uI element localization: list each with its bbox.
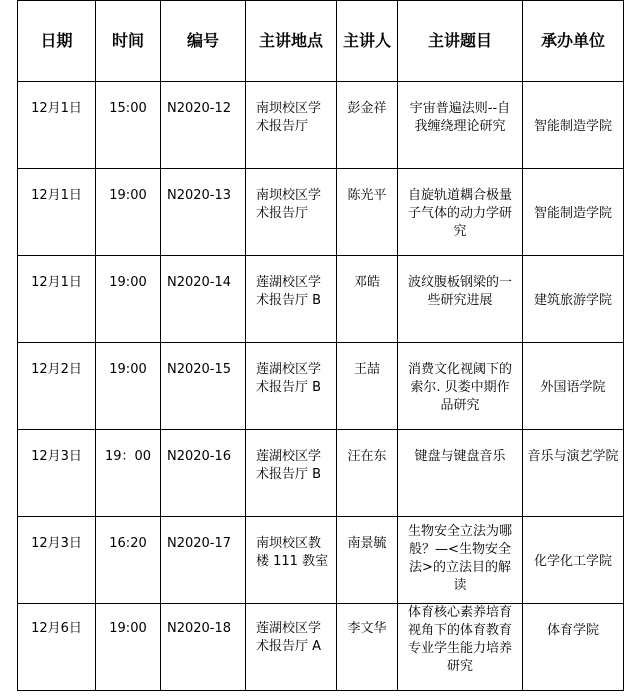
table-row <box>18 430 624 517</box>
time-cell: 19：00 <box>104 449 152 464</box>
speaker-cell: 南景毓 <box>347 536 387 551</box>
date-cell: 12月3日 <box>31 536 82 551</box>
venue-cell: 南坝校区学术报告厅 <box>256 101 322 134</box>
unit-cell: 音乐与演艺学院 <box>527 449 619 464</box>
code-cell: N2020-15 <box>167 362 232 377</box>
topic-cell: 键盘与键盘音乐 <box>414 449 506 464</box>
date-cell: 12月6日 <box>31 621 82 636</box>
header-date: 日期 <box>18 1 96 82</box>
topic-cell: 体育核心素养培育视角下的体育教育专业学生能力培养研究 <box>407 605 512 674</box>
speaker-cell: 王喆 <box>353 362 380 377</box>
code-cell: N2020-14 <box>167 275 232 290</box>
unit-cell: 体育学院 <box>546 623 599 638</box>
time-cell: 16:20 <box>109 536 147 551</box>
table-row <box>18 517 624 604</box>
speaker-cell: 彭金祥 <box>347 101 387 116</box>
table-row <box>18 169 624 256</box>
speaker-cell: 李文华 <box>347 621 387 636</box>
time-cell: 19:00 <box>109 188 147 203</box>
table-row <box>18 256 624 343</box>
time-cell: 19:00 <box>109 362 147 377</box>
unit-cell: 化学化工学院 <box>533 554 612 569</box>
date-cell: 12月3日 <box>31 449 82 464</box>
unit-cell: 智能制造学院 <box>533 119 612 134</box>
venue-cell: 莲湖校区学术报告厅 B <box>256 362 322 395</box>
header-topic: 主讲题目 <box>398 1 523 82</box>
date-cell: 12月2日 <box>31 362 82 377</box>
lecture-schedule-table <box>17 0 624 691</box>
venue-cell: 莲湖校区学术报告厅 A <box>256 621 322 654</box>
topic-cell: 生物安全立法为哪般？—<生物安全法>的立法目的解读 <box>407 524 512 593</box>
time-cell: 15:00 <box>109 101 147 116</box>
topic-cell: 宇宙普遍法则--自我缠绕理论研究 <box>409 101 511 134</box>
date-cell: 12月1日 <box>31 101 82 116</box>
venue-cell: 南坝校区学术报告厅 <box>256 188 322 221</box>
table-row <box>18 604 624 691</box>
header-speaker: 主讲人 <box>337 1 398 82</box>
time-cell: 19:00 <box>109 275 147 290</box>
speaker-cell: 汪在东 <box>347 449 387 464</box>
time-cell: 19:00 <box>109 621 147 636</box>
code-cell: N2020-13 <box>167 188 232 203</box>
code-cell: N2020-12 <box>167 101 232 116</box>
speaker-cell: 陈光平 <box>347 188 387 203</box>
venue-cell: 南坝校区教楼 111 教室 <box>256 536 329 569</box>
unit-cell: 智能制造学院 <box>533 206 612 221</box>
topic-cell: 波纹腹板钢梁的一些研究进展 <box>407 275 512 308</box>
header-time: 时间 <box>96 1 161 82</box>
speaker-cell: 邓皓 <box>353 275 380 290</box>
code-cell: N2020-17 <box>167 536 232 551</box>
table-row <box>18 343 624 430</box>
venue-cell: 莲湖校区学术报告厅 B <box>256 275 322 308</box>
header-row <box>18 1 624 82</box>
topic-cell: 消费文化视阈下的索尔. 贝娄中期作品研究 <box>407 362 512 413</box>
topic-cell: 自旋轨道耦合极量子气体的动力学研究 <box>407 188 512 239</box>
header-unit: 承办单位 <box>523 1 624 82</box>
unit-cell: 外国语学院 <box>540 380 606 395</box>
code-cell: N2020-18 <box>167 621 232 636</box>
header-venue: 主讲地点 <box>246 1 337 82</box>
date-cell: 12月1日 <box>31 275 82 290</box>
date-cell: 12月1日 <box>31 188 82 203</box>
venue-cell: 莲湖校区学术报告厅 B <box>256 449 322 482</box>
table-row <box>18 82 624 169</box>
header-code: 编号 <box>161 1 246 82</box>
code-cell: N2020-16 <box>167 449 232 464</box>
unit-cell: 建筑旅游学院 <box>533 293 612 308</box>
